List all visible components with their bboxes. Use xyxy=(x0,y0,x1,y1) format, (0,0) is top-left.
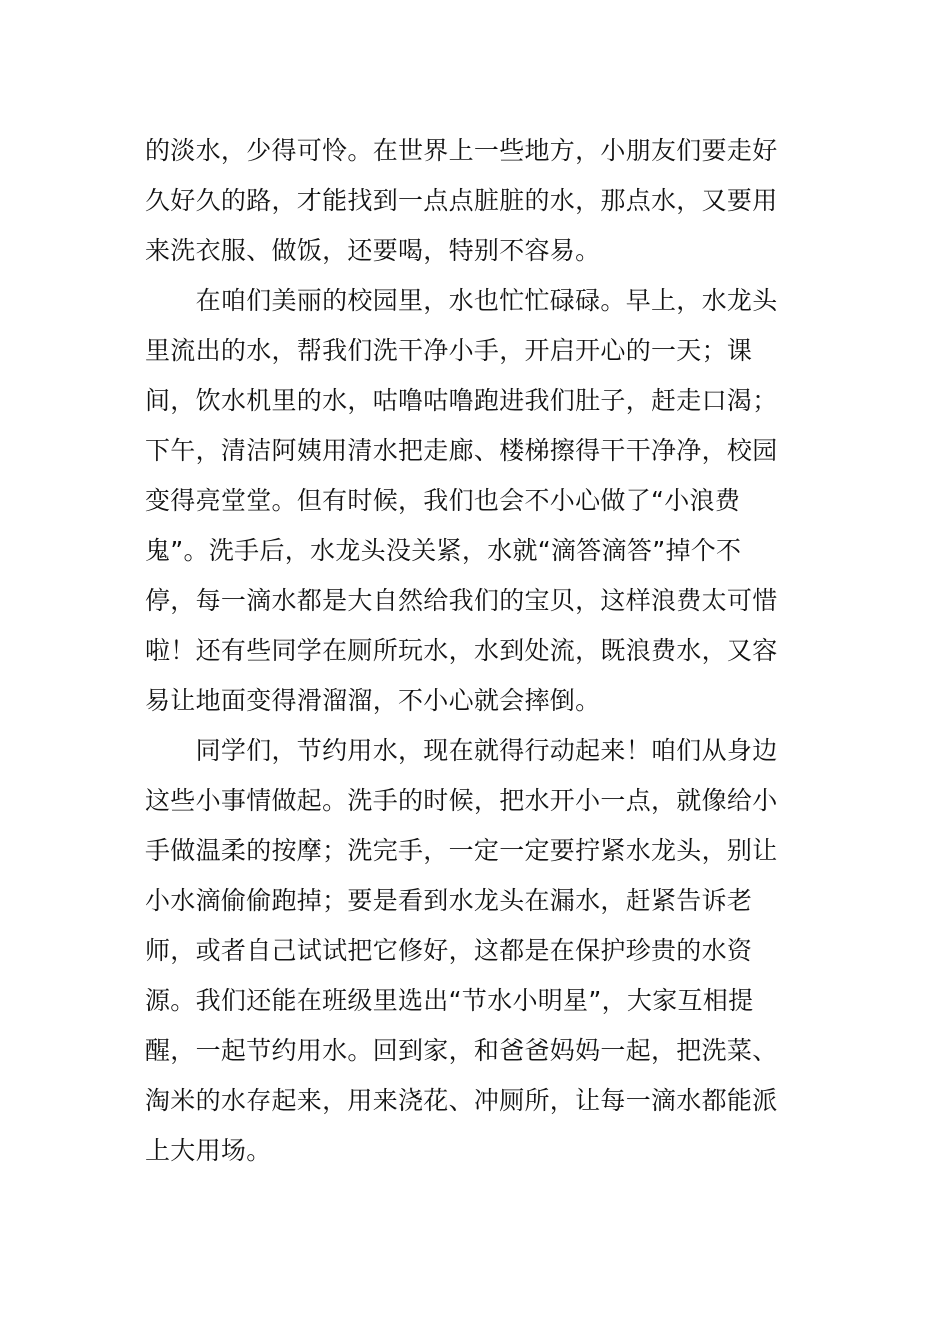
text-line: 师，或者自己试试把它修好，这都是在保护珍贵的水资 xyxy=(145,936,753,965)
text-line: 同学们，节约用水，现在就得行动起来！咱们从身边 xyxy=(145,736,778,765)
text-line: 源。我们还能在班级里选出“节水小明星”，大家互相提 xyxy=(145,986,754,1015)
text-line: 小水滴偷偷跑掉；要是看到水龙头在漏水，赶紧告诉老 xyxy=(145,886,753,915)
text-line: 间，饮水机里的水，咕噜咕噜跑进我们肚子，赶走口渴； xyxy=(145,386,778,415)
text-line: 啦！还有些同学在厕所玩水，水到处流，既浪费水，又容 xyxy=(145,636,778,665)
text-line: 变得亮堂堂。但有时候，我们也会不小心做了“小浪费 xyxy=(145,486,741,515)
text-line: 停，每一滴水都是大自然给我们的宝贝，这样浪费太可惜 xyxy=(145,586,778,615)
text-line: 这些小事情做起。洗手的时候，把水开小一点，就像给小 xyxy=(145,786,778,815)
text-line: 淘米的水存起来，用来浇花、冲厕所，让每一滴水都能派 xyxy=(145,1086,778,1115)
text-line: 易让地面变得滑溜溜，不小心就会摔倒。 xyxy=(145,686,601,715)
text-line: 醒，一起节约用水。回到家，和爸爸妈妈一起，把洗菜、 xyxy=(145,1036,778,1065)
text-line: 的淡水，少得可怜。在世界上一些地方，小朋友们要走好 xyxy=(145,136,778,165)
text-line: 上大用场。 xyxy=(145,1136,272,1165)
text-line: 来洗衣服、做饭，还要喝，特别不容易。 xyxy=(145,236,601,265)
text-line: 手做温柔的按摩；洗完手，一定一定要拧紧水龙头，别让 xyxy=(145,836,778,865)
text-line: 鬼”。洗手后，水龙头没关紧，水就“滴答滴答”掉个不 xyxy=(145,536,742,565)
text-line: 下午，清洁阿姨用清水把走廊、楼梯擦得干干净净，校园 xyxy=(145,436,778,465)
text-line: 在咱们美丽的校园里，水也忙忙碌碌。早上，水龙头 xyxy=(145,286,778,315)
text-line: 久好久的路，才能找到一点点脏脏的水，那点水，又要用 xyxy=(145,186,778,215)
body-text xyxy=(145,126,805,1176)
text-line: 里流出的水，帮我们洗干净小手，开启开心的一天；课 xyxy=(145,336,753,365)
